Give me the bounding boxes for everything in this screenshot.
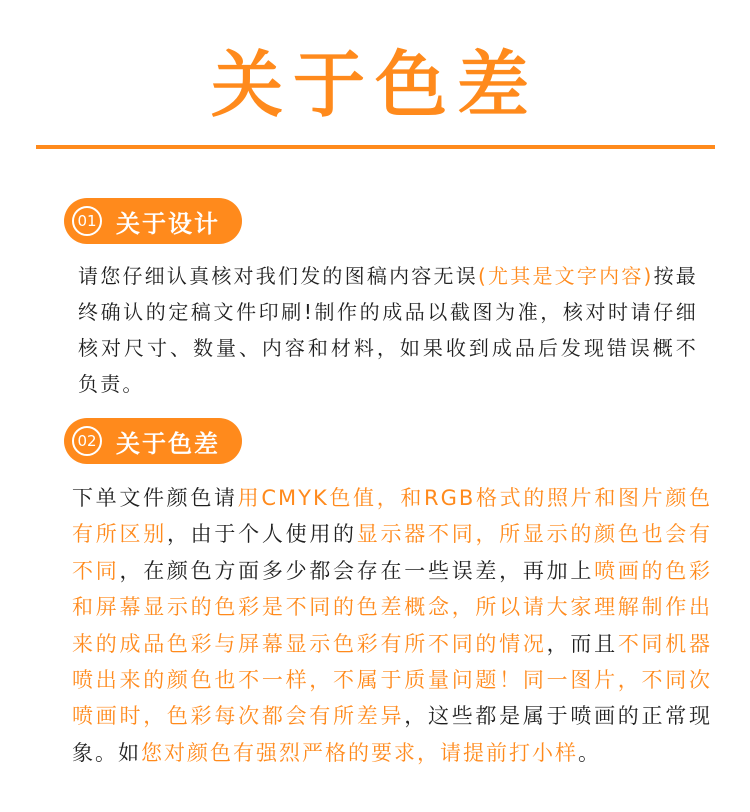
- paragraph-segment: ，这些都是属于喷画的正常现象。如: [72, 704, 713, 765]
- section-number: 02: [72, 426, 102, 456]
- section-title: 关于色差: [116, 429, 220, 458]
- paragraph-segment: 不同机器喷出来的颜色也不一样，不属于质量问题！同一图片，不同次喷画时，色彩每次都会有所差异: [72, 631, 713, 729]
- paragraph-segment: 按最终确认的定稿文件印刷!制作的成品以截图为准，核对时请仔细核对尺寸、数量、内容和材料，如果收到成品后发现错误概不负责。: [78, 264, 699, 396]
- paragraph-segment: 显示器不同，所显示的颜色也会有不同: [72, 522, 713, 583]
- paragraph-segment: ，在颜色方面多少都会存在一些误差，再加上: [119, 558, 595, 583]
- section-title: 关于设计: [116, 209, 220, 238]
- paragraph-segment: 请您仔细认真核对我们发的图稿内容无误: [78, 264, 478, 288]
- paragraph-segment: 喷画的色彩和屏幕显示的色彩是不同的色差概念，所以请大家理解制作出来的成品色彩与屏幕显示色彩有所不同的情况: [72, 558, 713, 656]
- section-number: 01: [72, 206, 102, 236]
- paragraph-segment: 用CMYK色值，和RGB格式的照片和图片颜色有所区别: [72, 486, 712, 547]
- section-color-paragraph: [72, 480, 712, 771]
- paragraph-segment: ，由于个人使用的: [166, 522, 357, 547]
- paragraph-segment: 下单文件颜色请: [72, 486, 238, 510]
- title-divider: [36, 145, 715, 149]
- section-design-paragraph: [78, 258, 698, 402]
- page-title: 关于色差: [210, 43, 539, 127]
- section-badge-color-difference: [64, 418, 242, 464]
- paragraph-segment: ，而且: [546, 631, 618, 656]
- paragraph-segment: (尤其是文字内容): [477, 264, 654, 288]
- section-badge-design: [64, 198, 242, 244]
- paragraph-segment: 。: [578, 740, 601, 765]
- paragraph-segment: 您对颜色有强烈严格的要求，请提前打小样: [141, 740, 578, 765]
